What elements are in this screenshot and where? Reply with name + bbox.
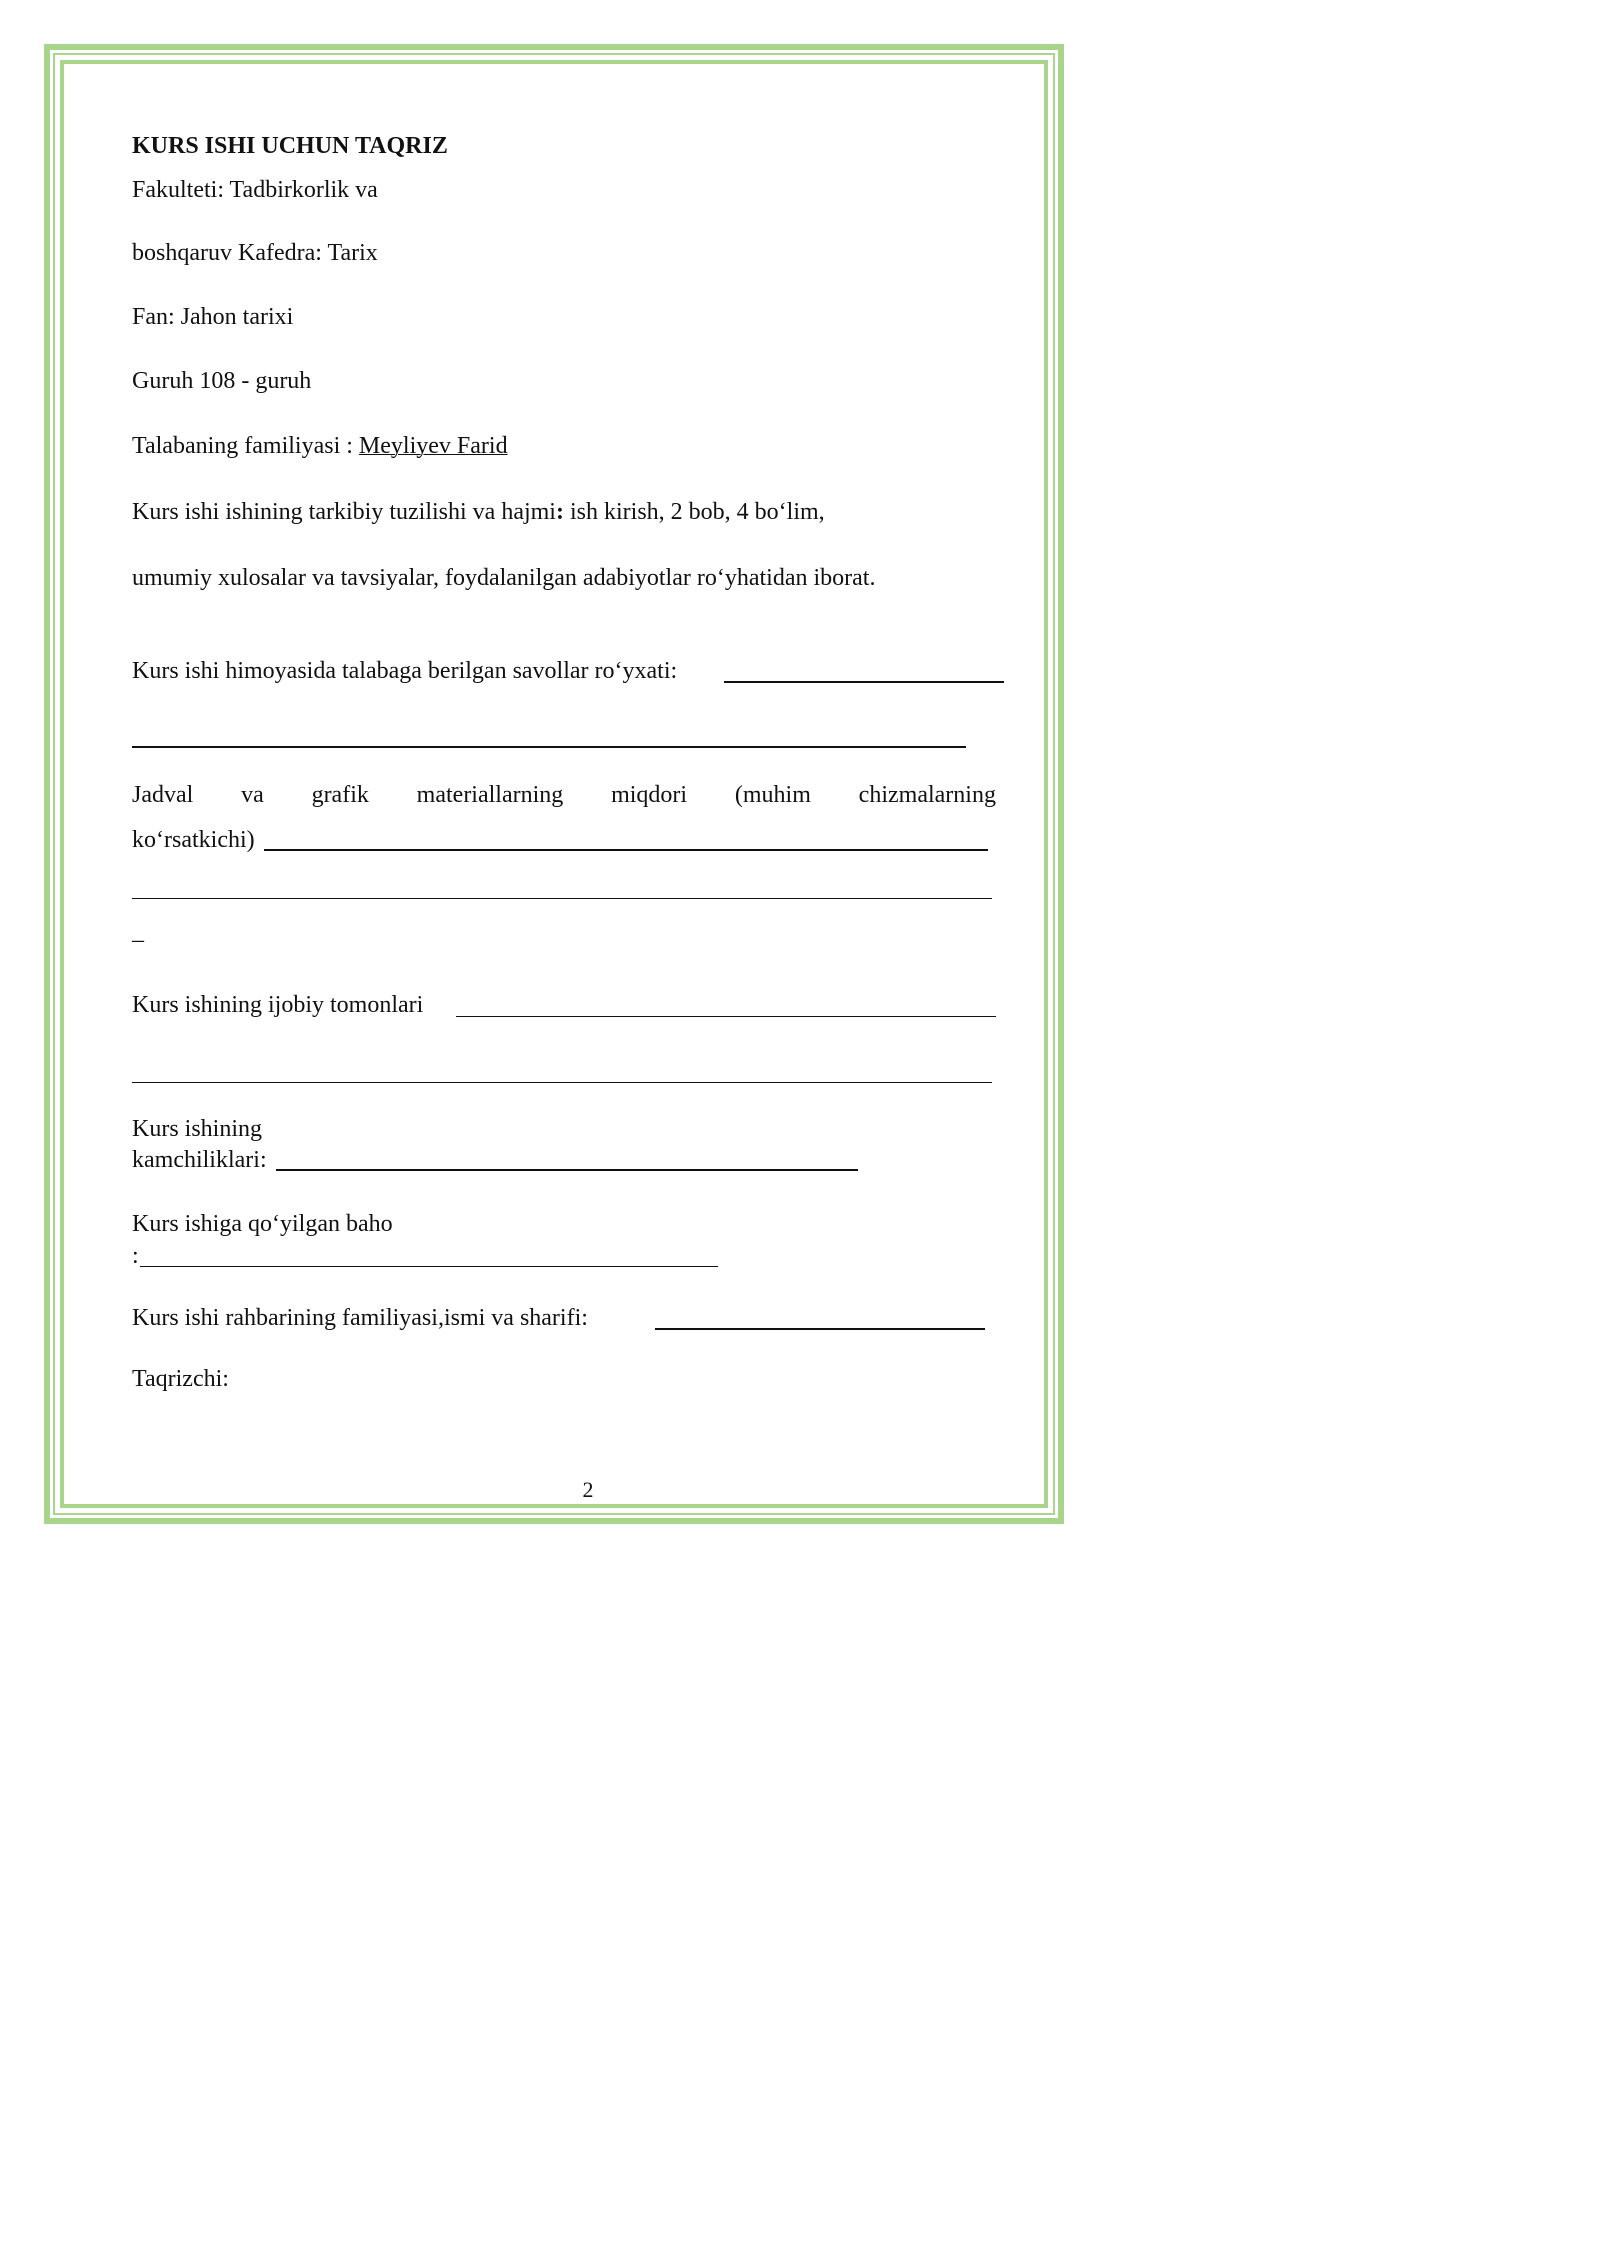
tables-answer-line[interactable]	[264, 849, 988, 851]
shortcomings-label-2: kamchiliklari:	[132, 1147, 267, 1173]
tables-continuation: ko‘rsatkichi)	[132, 827, 255, 853]
student-name: Meyliyev Farid	[358, 433, 508, 459]
shortcomings-answer-line[interactable]	[276, 1169, 858, 1171]
tables-word: (muhim	[734, 782, 811, 808]
subject-line: Fan: Jahon tarixi	[132, 304, 294, 330]
questions-label: Kurs ishi himoyasida talabaga berilgan savollar ro‘yxati:	[132, 658, 678, 684]
questions-answer-line-2[interactable]	[132, 746, 966, 748]
positive-answer-line[interactable]	[456, 1016, 996, 1017]
tables-word: materiallarning	[416, 782, 564, 808]
tables-word: miqdori	[611, 782, 688, 808]
student-label: Talabaning familiyasi :	[132, 433, 359, 459]
structure-colon: :	[555, 499, 564, 525]
faculty-line-2: boshqaruv Kafedra: Tarix	[132, 240, 378, 266]
faculty-line-1: Fakulteti: Tadbirkorlik va	[132, 177, 378, 203]
structure-value: ish kirish, 2 bob, 4 bo‘lim,	[563, 499, 825, 525]
supervisor-answer-line[interactable]	[655, 1328, 985, 1330]
tables-word: chizmalarning	[858, 782, 996, 808]
positive-label: Kurs ishining ijobiy tomonlari	[132, 992, 424, 1018]
structure-line	[132, 498, 825, 526]
structure-label: Kurs ishi ishining tarkibiy tuzilishi va hajmi	[132, 499, 556, 525]
grade-label-1: Kurs ishiga qo‘yilgan baho	[132, 1211, 393, 1237]
shortcomings-label-1: Kurs ishining	[132, 1116, 263, 1142]
grade-label-2: :	[132, 1243, 139, 1269]
document-title: KURS ISHI UCHUN TAQRIZ	[132, 133, 448, 159]
tables-word: Jadval	[132, 782, 194, 808]
stray-underscore: _	[132, 919, 144, 945]
reviewer-label: Taqrizchi:	[132, 1366, 229, 1392]
tables-word: va	[241, 782, 264, 808]
supervisor-label: Kurs ishi rahbarining familiyasi,ismi va sharifi:	[132, 1305, 588, 1331]
group-line: Guruh 108 - guruh	[132, 368, 312, 394]
tables-word: grafik	[311, 782, 369, 808]
page-number: 2	[582, 1477, 594, 1502]
tables-answer-line-2[interactable]	[132, 898, 992, 899]
structure-continuation: umumiy xulosalar va tavsiyalar, foydalanilgan adabiyotlar ro‘yhatidan iborat.	[132, 565, 876, 591]
grade-answer-line[interactable]	[140, 1266, 718, 1267]
student-line	[132, 432, 508, 460]
questions-answer-line[interactable]	[724, 681, 1004, 683]
tables-label-row	[132, 781, 996, 809]
positive-answer-line-2[interactable]	[132, 1082, 992, 1083]
